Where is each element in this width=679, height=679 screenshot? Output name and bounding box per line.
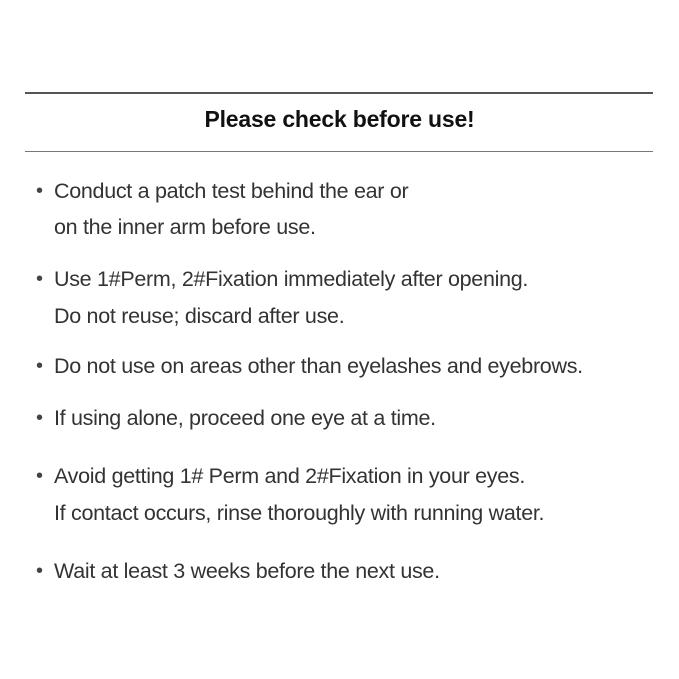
bullet-icon: • <box>36 560 44 582</box>
list-item-text: Conduct a patch test behind the ear or <box>54 179 409 203</box>
bullet-icon: • <box>36 355 44 377</box>
bullet-icon: • <box>36 407 44 429</box>
bottom-divider <box>25 151 653 152</box>
list-item-text: Wait at least 3 weeks before the next use. <box>54 559 440 583</box>
list-item-text: If contact occurs, rinse thoroughly with running water. <box>54 501 545 525</box>
list-item-text: Avoid getting 1# Perm and 2#Fixation in your eyes. <box>54 464 526 488</box>
top-divider <box>25 92 653 94</box>
bullet-icon: • <box>36 465 44 487</box>
list-item-text: Use 1#Perm, 2#Fixation immediately after opening. <box>54 267 529 291</box>
bullet-icon: • <box>36 180 44 202</box>
list-item-text: on the inner arm before use. <box>54 215 316 239</box>
list-item-text: Do not reuse; discard after use. <box>54 304 345 328</box>
list-item-text: If using alone, proceed one eye at a time. <box>54 406 436 430</box>
bullet-icon: • <box>36 268 44 290</box>
page-title: Please check before use! <box>204 106 475 132</box>
list-item-text: Do not use on areas other than eyelashes and eyebrows. <box>54 354 583 378</box>
